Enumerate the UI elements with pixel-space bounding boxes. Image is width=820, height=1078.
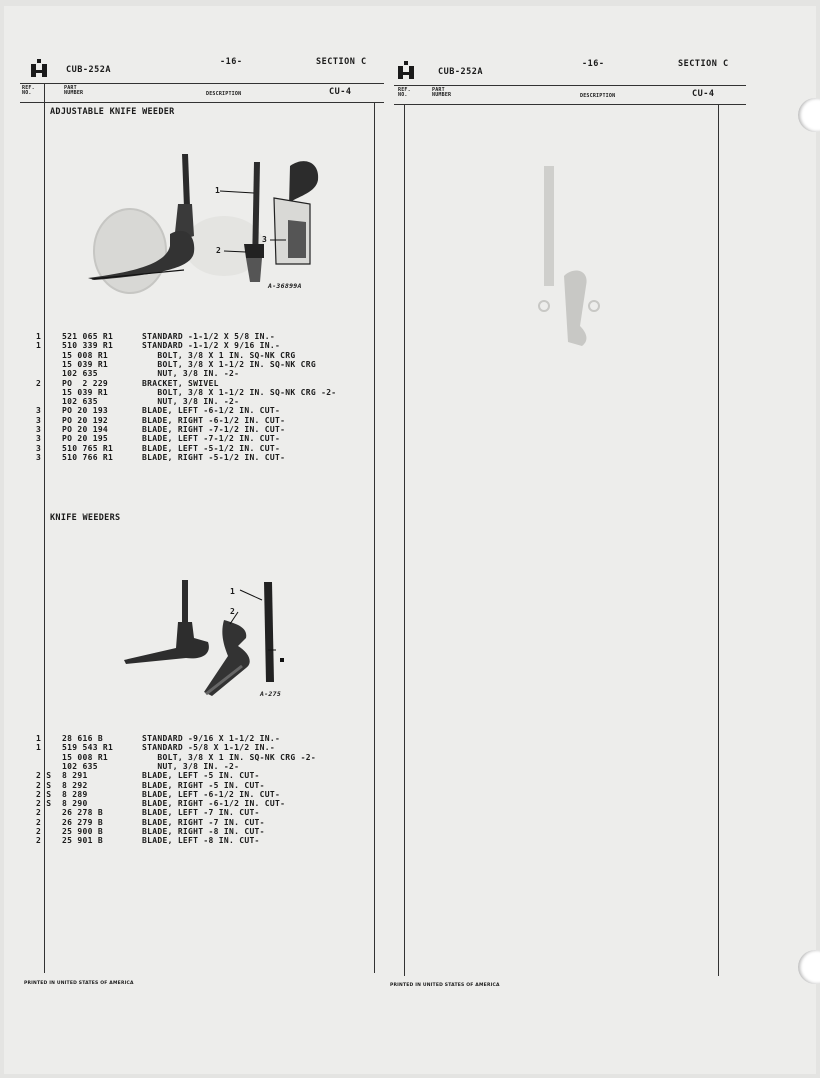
header-rule	[20, 102, 384, 103]
part-number: PO 20 194	[62, 425, 109, 434]
header-rule	[394, 85, 746, 86]
part-description: STANDARD -1-1/2 X 9/16 IN.-	[142, 341, 281, 351]
fig2-callout-2: 2	[230, 607, 236, 616]
fig1-callout-1: 1	[215, 186, 221, 195]
ref-number: 1	[36, 332, 42, 341]
part-number: 15 008 R1	[62, 752, 109, 762]
part-number: 102 635	[62, 761, 98, 771]
description-label: DESCRIPTION	[580, 93, 616, 99]
part-label: PART NUMBER	[432, 87, 452, 98]
header-rule	[394, 104, 746, 105]
part-description: NUT, 3/8 IN. -2-	[142, 397, 240, 407]
model-code: CUB-252A	[66, 65, 111, 75]
part-number: 15 008 R1	[62, 350, 109, 360]
show-through-illustration	[534, 156, 634, 356]
ref-number: 3	[36, 406, 42, 416]
part-number: PO 20 192	[62, 415, 109, 425]
section-title: KNIFE WEEDERS	[50, 513, 121, 523]
part-description: BLADE, RIGHT -6-1/2 IN. CUT-	[142, 799, 286, 809]
ih-logo-icon	[398, 61, 414, 79]
ref-number: 2 S	[36, 799, 52, 809]
fig2-code: A-275	[260, 690, 282, 698]
description-label: DESCRIPTION	[206, 91, 242, 97]
ref-number: 3	[36, 452, 42, 462]
part-number: 521 065 R1	[62, 332, 114, 341]
column-divider	[374, 102, 375, 973]
part-description: STANDARD -9/16 X 1-1/2 IN.-	[142, 734, 281, 743]
ref-number: 3	[36, 443, 42, 453]
ref-number: 3	[36, 425, 42, 434]
section-label: SECTION C	[316, 57, 367, 67]
fig1-callout-3: 3	[262, 235, 268, 244]
ref-number: 1	[36, 341, 42, 351]
part-description: BLADE, LEFT -6-1/2 IN. CUT-	[142, 789, 281, 799]
ref-number: 2 S	[36, 789, 52, 799]
ref-number: 2	[36, 378, 42, 388]
part-description: BLADE, RIGHT -6-1/2 IN. CUT-	[142, 415, 286, 425]
part-description: BLADE, LEFT -7 IN. CUT-	[142, 808, 260, 818]
ref-number: 2	[36, 827, 42, 836]
fig1-callout-2: 2	[216, 246, 222, 255]
cu-code: CU-4	[692, 89, 715, 99]
part-description: BOLT, 3/8 X 1 IN. SQ-NK CRG	[142, 350, 296, 360]
ref-number: 3	[36, 434, 42, 444]
header-rule	[20, 83, 384, 84]
part-description: BLADE, RIGHT -7-1/2 IN. CUT-	[142, 425, 286, 434]
part-number: 510 339 R1	[62, 341, 114, 351]
ref-number: 1	[36, 743, 42, 753]
part-description: BLADE, LEFT -6-1/2 IN. CUT-	[142, 406, 281, 416]
part-number: 25 901 B	[62, 836, 103, 846]
part-number: PO 2 229	[62, 378, 109, 388]
part-number: 8 290	[62, 799, 88, 809]
part-description: BLADE, RIGHT -5 IN. CUT-	[142, 780, 265, 790]
part-description: BOLT, 3/8 X 1-1/2 IN. SQ-NK CRG	[142, 359, 316, 369]
part-description: BLADE, LEFT -7-1/2 IN. CUT-	[142, 434, 281, 444]
part-description: BLADE, LEFT -8 IN. CUT-	[142, 836, 260, 846]
part-number: 15 039 R1	[62, 387, 109, 397]
ref-number: 2	[36, 817, 42, 827]
catalog-page	[4, 6, 816, 1074]
part-number: 8 291	[62, 771, 88, 781]
part-description: BOLT, 3/8 X 1 IN. SQ-NK CRG -2-	[142, 752, 316, 762]
part-number: 8 292	[62, 780, 88, 790]
part-number: 26 279 B	[62, 817, 103, 827]
ref-number: 2 S	[36, 780, 52, 790]
part-label: PART NUMBER	[64, 85, 84, 96]
part-description: STANDARD -1-1/2 X 5/8 IN.-	[142, 332, 276, 341]
part-number: 25 900 B	[62, 827, 103, 836]
ref-number: 1	[36, 734, 42, 743]
part-description: BLADE, LEFT -5 IN. CUT-	[142, 771, 260, 781]
page-number: -16-	[220, 57, 243, 67]
binder-hole	[798, 98, 820, 132]
part-description: BRACKET, SWIVEL	[142, 378, 219, 388]
part-number: 510 765 R1	[62, 443, 114, 453]
model-code: CUB-252A	[438, 67, 483, 77]
part-number: 102 635	[62, 369, 98, 379]
part-description: BOLT, 3/8 X 1-1/2 IN. SQ-NK CRG -2-	[142, 387, 337, 397]
column-divider	[404, 104, 405, 976]
ref-number: 2 S	[36, 771, 52, 781]
part-description: NUT, 3/8 IN. -2-	[142, 761, 240, 771]
part-number: 28 616 B	[62, 734, 103, 743]
fig1-code: A-36899A	[268, 282, 302, 290]
ref-label: REF. NO.	[22, 85, 35, 96]
section-title: ADJUSTABLE KNIFE WEEDER	[50, 107, 175, 117]
part-description: BLADE, RIGHT -7 IN. CUT-	[142, 817, 265, 827]
column-divider	[718, 104, 719, 976]
part-number: 8 289	[62, 789, 88, 799]
cu-code: CU-4	[329, 87, 352, 97]
ih-logo-icon	[31, 59, 47, 77]
ref-number: 2	[36, 808, 42, 818]
part-description: BLADE, RIGHT -8 IN. CUT-	[142, 827, 265, 836]
binder-hole	[798, 950, 820, 984]
ref-number: 3	[36, 415, 42, 425]
part-description: BLADE, RIGHT -5-1/2 IN. CUT-	[142, 452, 286, 462]
fig2-callout-1: 1	[230, 587, 236, 596]
section-label: SECTION C	[678, 59, 729, 69]
footer-imprint: PRINTED IN UNITED STATES OF AMERICA	[24, 981, 134, 986]
part-number: PO 20 195	[62, 434, 109, 444]
ref-number: 2	[36, 836, 42, 846]
part-description: BLADE, LEFT -5-1/2 IN. CUT-	[142, 443, 281, 453]
part-description: STANDARD -5/8 X 1-1/2 IN.-	[142, 743, 276, 753]
part-number: 26 278 B	[62, 808, 103, 818]
page-number: -16-	[582, 59, 605, 69]
part-number: 15 039 R1	[62, 359, 109, 369]
part-number: PO 20 193	[62, 406, 109, 416]
part-number: 510 766 R1	[62, 452, 114, 462]
part-description: NUT, 3/8 IN. -2-	[142, 369, 240, 379]
ref-label: REF. NO.	[398, 87, 411, 98]
footer-imprint: PRINTED IN UNITED STATES OF AMERICA	[390, 983, 500, 988]
part-number: 102 635	[62, 397, 98, 407]
part-number: 519 543 R1	[62, 743, 114, 753]
